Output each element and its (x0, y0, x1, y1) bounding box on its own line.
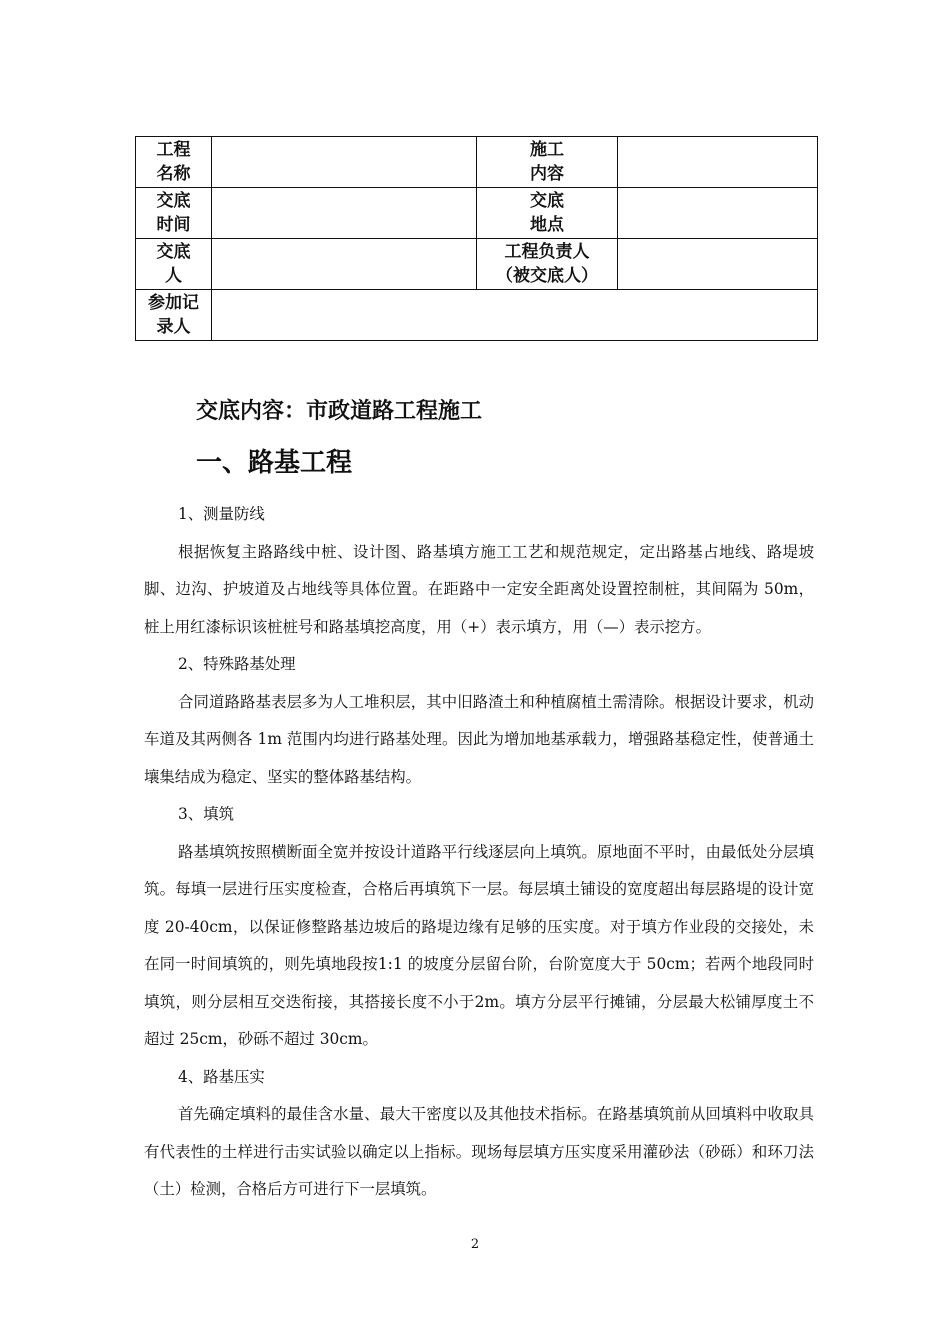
subsection-title: 4、路基压实 (178, 1067, 265, 1086)
paragraph: 首先确定填料的最佳含水量、最大干密度以及其他技术指标。在路基填筑前从回填料中收取具有代表性的土样进行击实试验以确定以上指标。现场每层填方压实度采用灌砂法（砂砾）和环刀法（土）检测，合格后方可进行下一层填筑。 (144, 1105, 814, 1198)
construction-content-value (618, 137, 818, 188)
handover-time-label: 交底 时间 (136, 188, 212, 239)
handover-info-table (135, 136, 818, 341)
project-name-label: 工程 名称 (136, 137, 212, 188)
handover-person-label: 交底 人 (136, 239, 212, 290)
construction-content-label: 施工 内容 (477, 137, 618, 188)
subsection-title: 2、特殊路基处理 (178, 655, 296, 673)
paragraph: 根据恢复主路路线中桩、设计图、路基填方施工工艺和规范规定，定出路基占地线、路堤坡脚、边沟、护坡道及占地线等具体位置。在距路中一定安全距离处设置控制桩，其间隔为 50m，桩上用红漆标识该桩桩号和路基填挖高度，用（+）表示填方，用（—）表示挖方。 (144, 542, 814, 636)
page-number: 2 (470, 1237, 480, 1252)
subsection-title: 1、测量防线 (178, 505, 265, 523)
document-body (144, 496, 814, 1209)
handover-place-label: 交底 地点 (477, 188, 618, 239)
paragraph: 合同道路路基表层多为人工堆积层，其中旧路渣土和种植腐植土需清除。根据设计要求，机动车道及其两侧各 1m 范围内均进行路基处理。因此为增加地基承载力，增强路基稳定性，使普通土壤集结成为稳定、坚实的整体路基结构。 (144, 692, 814, 786)
handover-place-value (618, 188, 818, 239)
table-row (136, 290, 818, 341)
table-row (136, 137, 818, 188)
project-responsible-label: 工程负责人 （被交底人） (477, 239, 618, 290)
section-heading: 一、路基工程 (196, 448, 353, 478)
project-name-value (212, 137, 477, 188)
paragraph: 路基填筑按照横断面全宽并按设计道路平行线逐层向上填筑。原地面不平时，由最低处分层填筑。每填一层进行压实度检查，合格后再填筑下一层。每层填土铺设的宽度超出每层路堤的设计宽度 20-40cm，以保证修整路基边坡后的路堤边缘有足够的压实度。对于填方作业段的交接处，未在同一时间填筑的，则先填地段按1:1 的坡度分层留台阶，台阶宽度大于 50cm；若两个地段同时填筑，则分层相互交迭衔接，其搭接长度不小于2m。填方分层平行摊铺，分层最大松铺厚度土不超过 25cm，砂砾不超过 30cm。 (144, 842, 814, 1048)
table-row (136, 188, 818, 239)
project-responsible-value (618, 239, 818, 290)
handover-person-value (212, 239, 477, 290)
table-row (136, 239, 818, 290)
handover-time-value (212, 188, 477, 239)
recorder-value (212, 290, 818, 341)
recorder-label: 参加记 录人 (136, 290, 212, 341)
subsection-title: 3、填筑 (178, 805, 234, 823)
handover-content-heading: 交底内容：市政道路工程施工 (196, 399, 483, 424)
